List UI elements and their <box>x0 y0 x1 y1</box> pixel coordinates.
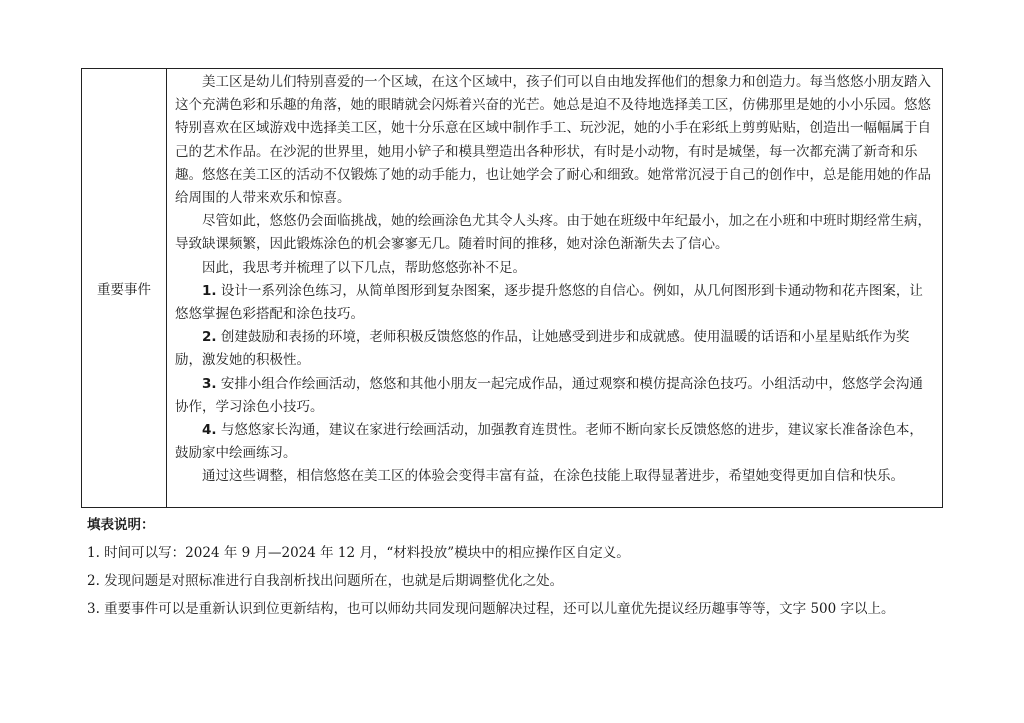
instruction-item: 3. 重要事件可以是重新认识到位更新结构，也可以师幼共同发现问题解决过程，还可以儿童优先提议经历趣事等等，文字 500 字以上。 <box>87 601 895 617</box>
instructions-title: 填表说明： <box>87 517 155 533</box>
numbered-paragraph: 4. 与悠悠家长沟通，建议在家进行绘画活动，加强教育连贯性。老师不断向家长反馈悠悠的进步，建议家长准备涂色本，鼓励家中绘画练习。 <box>175 422 923 462</box>
row-label-cell <box>82 69 167 507</box>
numbered-paragraph: 3. 安排小组合作绘画活动，悠悠和其他小朋友一起完成作品，通过观察和模仿提高涂色技巧。小组活动中，悠悠学会沟通协作，学习涂色小技巧。 <box>175 375 923 415</box>
record-table <box>81 68 943 508</box>
paragraph: 尽管如此，悠悠仍会面临挑战，她的绘画涂色尤其令人头疼。由于她在班级中年纪最小，加之在小班和中班时期经常生病，导致缺课频繁，因此锻炼涂色的机会寥寥无几。随着时间的推移，她对涂色渐渐失去了信心。 <box>175 213 931 253</box>
numbered-paragraph: 2. 创建鼓励和表扬的环境，老师积极反馈悠悠的作品，让她感受到进步和成就感。使用温暖的话语和小星星贴纸作为奖励，激发她的积极性。 <box>175 329 910 369</box>
numbered-paragraph: 1. 设计一系列涂色练习，从简单图形到复杂图案，逐步提升悠悠的自信心。例如，从几何图形到卡通动物和花卉图案，让悠悠掌握色彩搭配和涂色技巧。 <box>175 282 923 323</box>
paragraph: 美工区是幼儿们特别喜爱的一个区域，在这个区域中，孩子们可以自由地发挥他们的想象力和创造力。每当悠悠小朋友踏入这个充满色彩和乐趣的角落，她的眼睛就会闪烁着兴奋的光芒。她总是迫不及待地选择美工区，仿佛那里是她的小小乐园。悠悠特别喜欢在区域游戏中选择美工区，她十分乐意在区域中制作手工、玩沙泥，她的小手在彩纸上剪剪贴贴，创造出一幅幅属于自己的艺术作品。在沙泥的世界里，她用小铲子和模具塑造出各种形状，有时是小动物，有时是城堡，每一次都充满了新奇和乐趣。悠悠在美工区的活动不仅锻炼了她的动手能力，也让她学会了耐心和细致。她常常沉浸于自己的创作中，总是能用她的作品给周围的人带来欢乐和惊喜。 <box>175 74 931 207</box>
fill-instructions <box>87 512 987 622</box>
row-label: 重要事件 <box>97 282 151 298</box>
paragraph: 通过这些调整，相信悠悠在美工区的体验会变得丰富有益，在涂色技能上取得显著进步，希望她变得更加自信和快乐。 <box>202 468 904 485</box>
content-cell <box>167 69 942 507</box>
instruction-item: 2. 发现问题是对照标准进行自我剖析找出问题所在，也就是后期调整优化之处。 <box>87 573 564 589</box>
paragraph: 因此，我思考并梳理了以下几点，帮助悠悠弥补不足。 <box>202 259 526 276</box>
instruction-item: 1. 时间可以写：2024 年 9 月—2024 年 12 月，“材料投放”模块中的相应操作区自定义。 <box>87 545 630 561</box>
